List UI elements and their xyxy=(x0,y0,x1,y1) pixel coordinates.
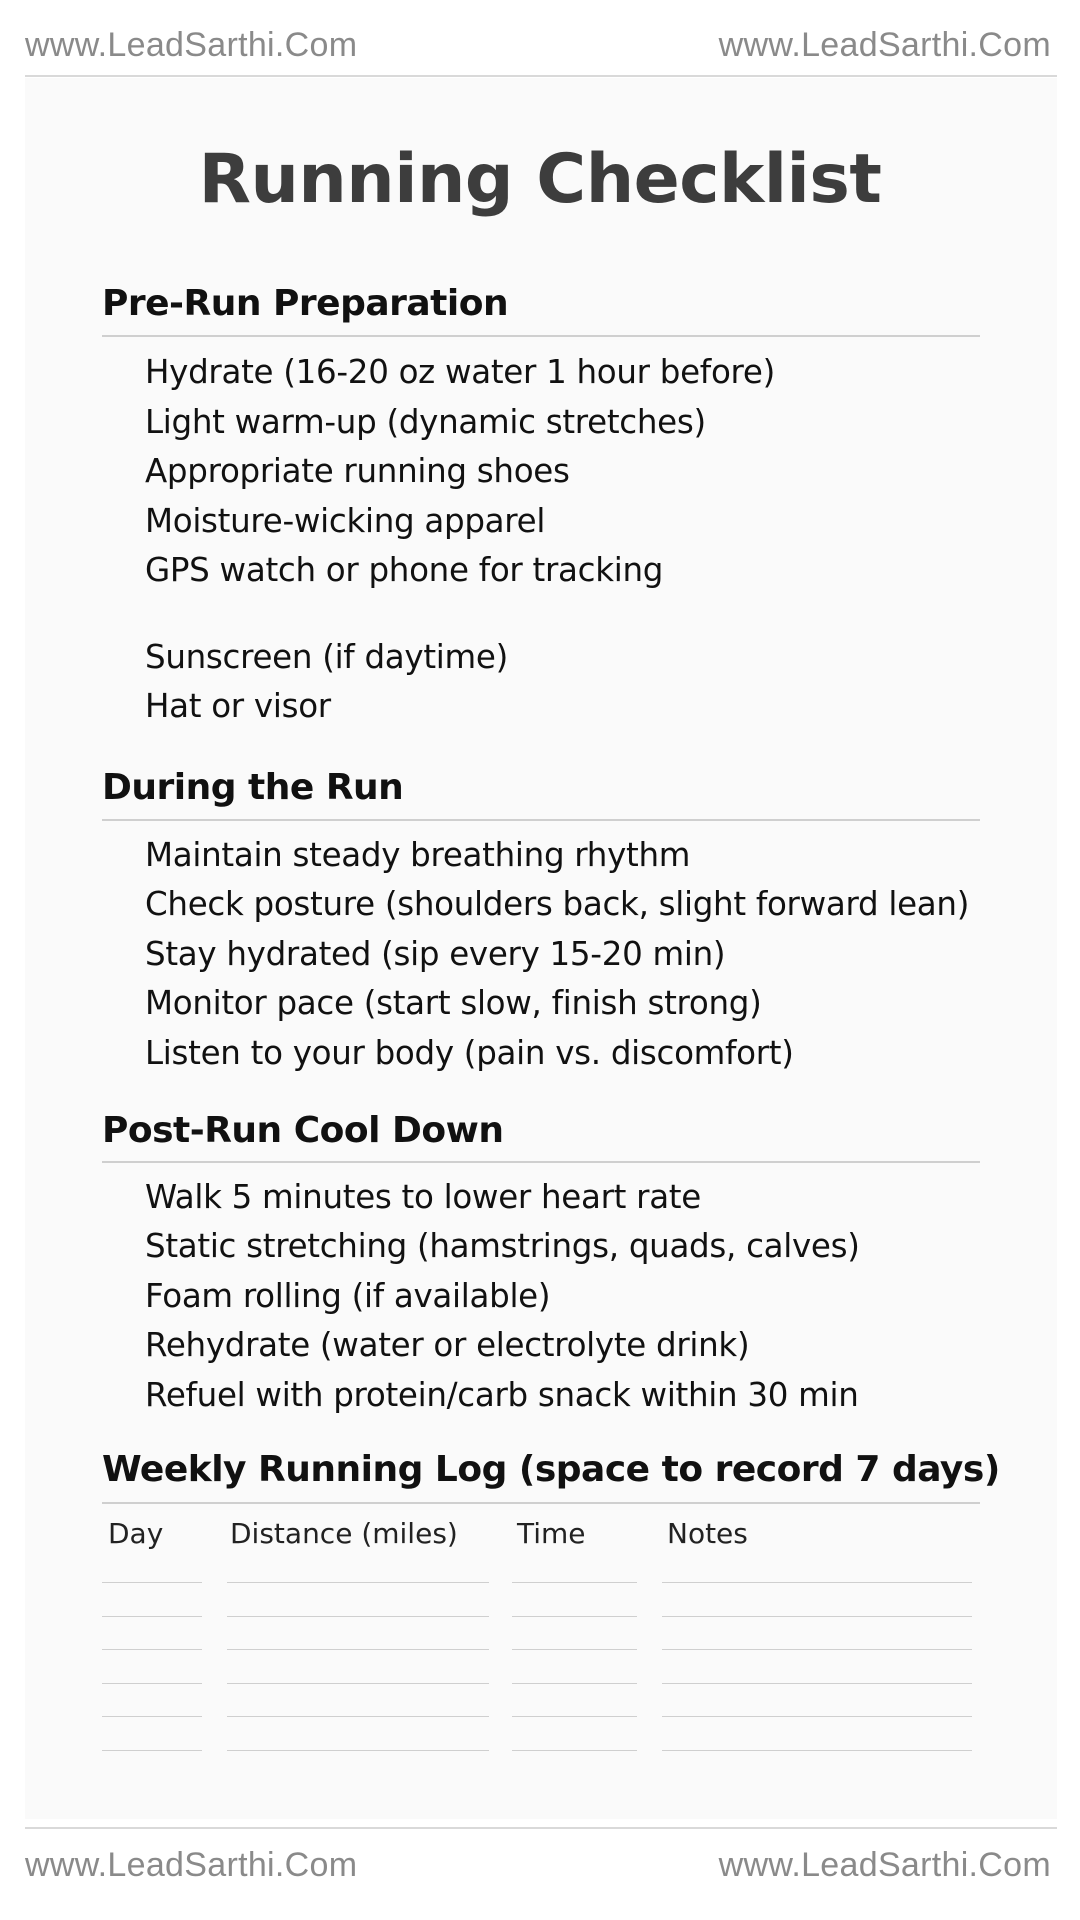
log-blank-line xyxy=(227,1649,489,1650)
log-blank-line xyxy=(102,1750,202,1751)
checklist-item: GPS watch or phone for tracking xyxy=(145,551,664,589)
log-column-distance: Distance (miles) xyxy=(230,1517,458,1550)
log-blank-line xyxy=(102,1582,202,1583)
checklist-item: Hydrate (16-20 oz water 1 hour before) xyxy=(145,353,775,391)
checklist-item: Light warm-up (dynamic stretches) xyxy=(145,403,706,441)
checklist-item: Refuel with protein/carb snack within 30 min xyxy=(145,1376,859,1414)
log-column-day: Day xyxy=(108,1517,164,1550)
checklist-item: Walk 5 minutes to lower heart rate xyxy=(145,1178,701,1216)
watermark-text: www.LeadSarthi.Com xyxy=(25,26,358,64)
log-blank-line xyxy=(512,1649,637,1650)
section-divider xyxy=(102,1161,980,1163)
watermark-text: www.LeadSarthi.Com xyxy=(25,1846,358,1884)
section-heading-weekly-log: Weekly Running Log (space to record 7 days) xyxy=(102,1449,1000,1490)
log-blank-line xyxy=(662,1683,972,1684)
watermark-text: www.LeadSarthi.Com xyxy=(718,26,1051,64)
log-column-time: Time xyxy=(517,1517,586,1550)
log-blank-line xyxy=(227,1616,489,1617)
section-heading-during-run: During the Run xyxy=(102,767,404,808)
top-divider xyxy=(25,75,1057,77)
section-divider xyxy=(102,1502,980,1504)
log-blank-line xyxy=(662,1582,972,1583)
log-blank-line xyxy=(102,1716,202,1717)
checklist-item: Static stretching (hamstrings, quads, calves) xyxy=(145,1227,860,1265)
log-blank-line xyxy=(227,1716,489,1717)
log-blank-line xyxy=(102,1649,202,1650)
section-heading-post-run: Post-Run Cool Down xyxy=(102,1110,504,1151)
log-blank-line xyxy=(512,1582,637,1583)
log-blank-line xyxy=(662,1649,972,1650)
log-column-notes: Notes xyxy=(667,1517,748,1550)
page-title: Running Checklist xyxy=(198,140,882,219)
log-blank-line xyxy=(662,1750,972,1751)
log-blank-line xyxy=(512,1683,637,1684)
section-heading-pre-run: Pre-Run Preparation xyxy=(102,283,509,324)
checklist-item: Check posture (shoulders back, slight forward lean) xyxy=(145,885,970,923)
section-divider xyxy=(102,819,980,821)
log-blank-line xyxy=(512,1616,637,1617)
section-divider xyxy=(102,335,980,337)
checklist-item: Hat or visor xyxy=(145,687,331,725)
log-blank-line xyxy=(227,1683,489,1684)
log-blank-line xyxy=(662,1716,972,1717)
checklist-item: Maintain steady breathing rhythm xyxy=(145,836,691,874)
log-blank-line xyxy=(227,1582,489,1583)
watermark-top xyxy=(25,26,1055,65)
checklist-item: Stay hydrated (sip every 15-20 min) xyxy=(145,935,726,973)
log-blank-line xyxy=(512,1716,637,1717)
log-blank-line xyxy=(512,1750,637,1751)
log-blank-line xyxy=(102,1616,202,1617)
checklist-item: Monitor pace (start slow, finish strong) xyxy=(145,984,762,1022)
watermark-bottom xyxy=(25,1846,1055,1885)
log-blank-line xyxy=(227,1750,489,1751)
checklist-item: Appropriate running shoes xyxy=(145,452,570,490)
checklist-item: Listen to your body (pain vs. discomfort) xyxy=(145,1034,794,1072)
checklist-item: Rehydrate (water or electrolyte drink) xyxy=(145,1326,750,1364)
bottom-divider xyxy=(25,1827,1057,1829)
log-blank-line xyxy=(662,1616,972,1617)
checklist-item: Moisture-wicking apparel xyxy=(145,502,546,540)
checklist-item: Sunscreen (if daytime) xyxy=(145,638,508,676)
watermark-text: www.LeadSarthi.Com xyxy=(718,1846,1051,1884)
checklist-item: Foam rolling (if available) xyxy=(145,1277,551,1315)
log-blank-line xyxy=(102,1683,202,1684)
